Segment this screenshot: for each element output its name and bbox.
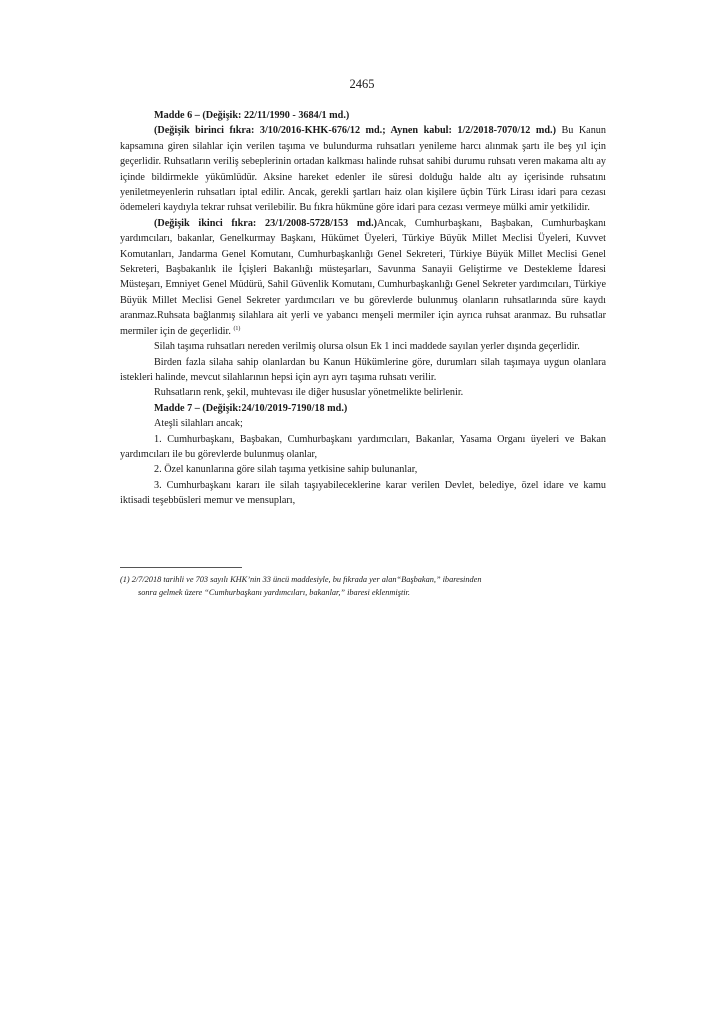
footnote-reference: (1) — [233, 325, 241, 332]
madde-6-heading-text: Madde 6 – (Değişik: 22/11/1990 - 3684/1 md.) — [154, 110, 350, 121]
madde-7-intro: Ateşli silahları ancak; — [154, 418, 243, 430]
paragraph-1-text: Bu Kanun kapsamına giren silahlar için verilen taşıma ve bulundurma ruhsatları yenileme harcı alınmak şartı ile beş yıl için geçerlidir. Ruhsatların veriliş sebeplerinin ortadan kalkması halinde ruhsat sahibi durumu ruhsatı veren makama altı ay içinde bildirmekle yükümlüdür. Aksine hareket edenler ile süresi dolduğu halde altı ay içerisinde ruhsatını yeniletmeyenlerin ruhsatları iptal edilir. Ancak, gerekli şartları haiz olan kişilere üçbin Türk Lirası idari para cezası ödemeleri kaydıyla tekrar ruhsat verilebilir. Bu fıkra hükmüne göre idari para cezası vermeye mülki amir yetkilidir. — [120, 125, 606, 214]
madde-6-heading — [120, 108, 606, 123]
document-body — [120, 108, 606, 509]
footnote-line-1: (1) 2/7/2018 tarihli ve 703 sayılı KHK’nin 33 üncü maddesiyle, bu fıkrada yer alan“Başbakan,” ibaresinden — [120, 575, 482, 584]
madde-6-paragraph-1 — [120, 123, 606, 215]
footnote-line-2: sonra gelmek üzere “Cumhurbaşkanı yardımcıları, bakanlar,” ibaresi eklenmiştir. — [138, 588, 410, 598]
madde-7-item-2: 2. Özel kanunlarına göre silah taşıma yetkisine sahip bulunanlar, — [154, 464, 418, 476]
madde-6-paragraph-2 — [120, 216, 606, 339]
madde-7-item-3: 3. Cumhurbaşkanı kararı ile silah taşıyabileceklerine karar verilen Devlet, belediye, özel idare ve kamu iktisadi teşebbüsleri memur ve mensupları, — [120, 479, 606, 507]
madde-6-paragraph-3: Silah taşıma ruhsatları nereden verilmiş olursa olsun Ek 1 inci maddede sayılan yerler dışında geçerlidir. — [154, 341, 580, 353]
amendment-note-1: (Değişik birinci fıkra: 3/10/2016-KHK-676/12 md.; Aynen kabul: 1/2/2018-7070/12 md.) — [154, 125, 556, 137]
paragraph-2-text: Ancak, Cumhurbaşkanı, Başbakan, Cumhurbaşkanı yardımcıları, bakanlar, Genelkurmay Başkanı, Hükümet Üyeleri, Türkiye Büyük Millet Meclisi Üyeleri, Kuvvet Komutanları, Jandarma Genel Komutanı, Cumhurbaşkanlığı Genel Sekreteri, Türkiye Büyük Millet Meclisi Genel Sekreteri, Başbakanlık ile İçişleri Bakanlığı müsteşarları, Savunma Sanayii Geliştirme ve Destekleme İdaresi Müsteşarı, Emniyet Genel Müdürü, Sahil Güvenlik Komutanı, Cumhurbaşkanlığı Genel Sekreter yardımcıları, Türkiye Büyük Millet Meclisi Genel Sekreter yardımcıları ve bu görevlerde bulunmuş olanların ruhsatlarında süre kaydı aranmaz.Ruhsata bağlanmış silahlara ait yerli ve yabancı menşeli mermiler için ayrıca ruhsat aranmaz. Bu ruhsatlar mermiler için de geçerlidir. — [120, 217, 606, 337]
page-number: 2465 — [349, 77, 375, 91]
footnote — [120, 573, 606, 600]
madde-6-paragraph-4: Birden fazla silaha sahip olanlardan bu Kanun Hükümlerine göre, durumları silah taşımaya uygun olanlara istekleri halinde, mevcut silahlarının hepsi için ayrı ayrı taşıma ruhsatı verilir. — [120, 356, 606, 383]
madde-7-heading-text: Madde 7 – (Değişik:24/10/2019-7190/18 md.) — [154, 402, 348, 414]
madde-7-item-1: 1. Cumhurbaşkanı, Başbakan, Cumhurbaşkanı yardımcıları, Bakanlar, Yasama Organı üyeleri ve Bakan yardımcıları ile bu görevlerde bulunmuş olanlar, — [120, 433, 606, 460]
madde-7-heading — [120, 401, 606, 416]
madde-6-paragraph-5: Ruhsatların renk, şekil, muhtevası ile diğer hususlar yönetmelikte belirlenir. — [154, 387, 464, 399]
footnote-divider — [120, 567, 242, 568]
amendment-note-2: (Değişik ikinci fıkra: 23/1/2008-5728/153 md.) — [154, 217, 378, 229]
